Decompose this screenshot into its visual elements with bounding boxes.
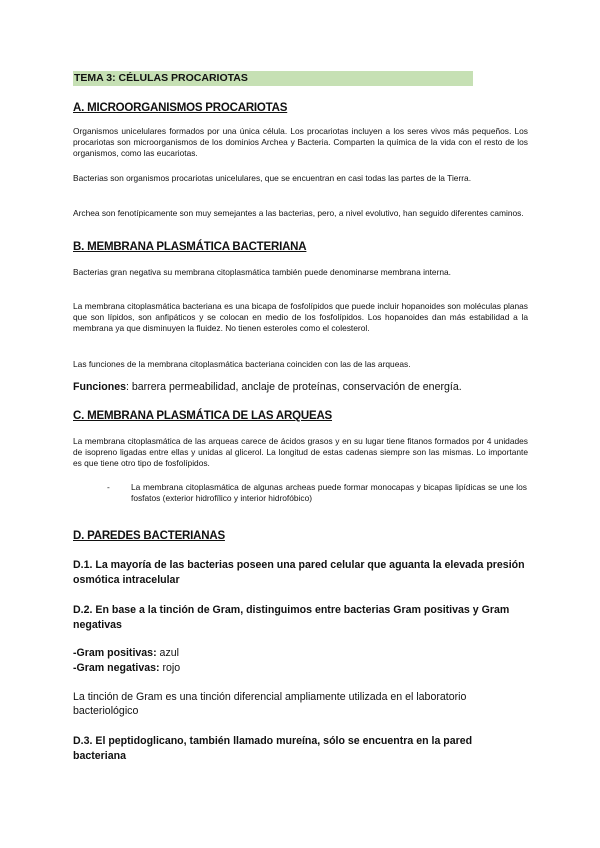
gram-positive-value: azul <box>156 647 179 659</box>
gram-negative-value: rojo <box>159 662 181 674</box>
page-title: TEMA 3: CÉLULAS PROCARIOTAS <box>73 71 473 86</box>
section-b-paragraph-3: Las funciones de la membrana citoplasmática bacteriana coinciden con las de las arqueas. <box>73 359 411 369</box>
section-a-paragraph-2: Bacterias son organismos procariotas unicelulares, que se encuentran en casi todas las partes de la Tierra. <box>73 173 472 183</box>
section-b-paragraph-1: Bacterias gran negativa su membrana citoplasmática también puede denominarse membrana interna. <box>73 267 452 277</box>
subheading-d3: D.3. El peptidoglicano, también llamado mureína, sólo se encuentra en la pared bacteriana <box>73 735 473 762</box>
gram-positive-line <box>73 646 528 660</box>
section-a-heading: A. MICROORGANISMOS PROCARIOTAS <box>73 102 288 114</box>
section-a-paragraph-1: Organismos unicelulares formados por una única célula. Los procariotas incluyen a los seres vivos más pequeños. Los procariotas son microorganismos de los dominios Archea y Bacteria. Comparten la química de la vida con el resto de los organismos, como las eucariotas. <box>73 126 528 159</box>
section-a-paragraph-3: Archea son fenotípicamente son muy semejantes a las bacterias, pero, a nivel evolutivo, han seguido diferentes caminos. <box>73 208 524 218</box>
section-d-heading: D. PAREDES BACTERIANAS <box>73 530 225 542</box>
funciones-label: Funciones <box>73 381 126 393</box>
subheading-d2: D.2. En base a la tinción de Gram, distinguimos entre bacterias Gram positivas y Gram negativas <box>73 604 510 631</box>
section-c-heading: C. MEMBRANA PLASMÁTICA DE LAS ARQUEAS <box>73 410 333 422</box>
subheading-d1: D.1. La mayoría de las bacterias poseen una pared celular que aguanta la elevada presión osmótica intracelular <box>73 559 525 586</box>
bullet-dash: - <box>107 482 110 492</box>
section-c-bullet <box>107 482 527 504</box>
section-b-heading: B. MEMBRANA PLASMÁTICA BACTERIANA <box>73 241 307 253</box>
gram-negative-line <box>73 661 528 675</box>
gram-positive-label: -Gram positivas: <box>73 647 157 659</box>
gram-negative-label: -Gram negativas: <box>73 662 160 674</box>
section-b-funciones <box>73 380 528 394</box>
section-b-paragraph-2: La membrana citoplasmática bacteriana es una bicapa de fosfolípidos que puede incluir hopanoides son moléculas planas que son lípidos, son anfipáticos y se colocan en medio de los fosfolípidos. Los hopanoides dan más estabilidad a la membrana ya que disminuyen la fluidez. No tienen esteroles como el colesterol. <box>73 301 528 334</box>
bullet-text: La membrana citoplasmática de algunas archeas puede formar monocapas y bicapas lipídicas se une los fosfatos (exterior hidrofílico y interior hidrofóbico) <box>131 482 527 504</box>
section-c-paragraph-1: La membrana citoplasmática de las arqueas carece de ácidos grasos y en su lugar tiene fitanos formados por 4 unidades de isopreno ligadas entre ellas y unidas al glicerol. La longitud de estas cadenas siempre son las mismas. Lo importante es que tiene otro tipo de fosfolípidos. <box>73 436 528 469</box>
gram-stain-paragraph: La tinción de Gram es una tinción diferencial ampliamente utilizada en el laboratorio bacteriológico <box>73 691 467 717</box>
funciones-text: : barrera permeabilidad, anclaje de proteínas, conservación de energía. <box>125 381 462 393</box>
